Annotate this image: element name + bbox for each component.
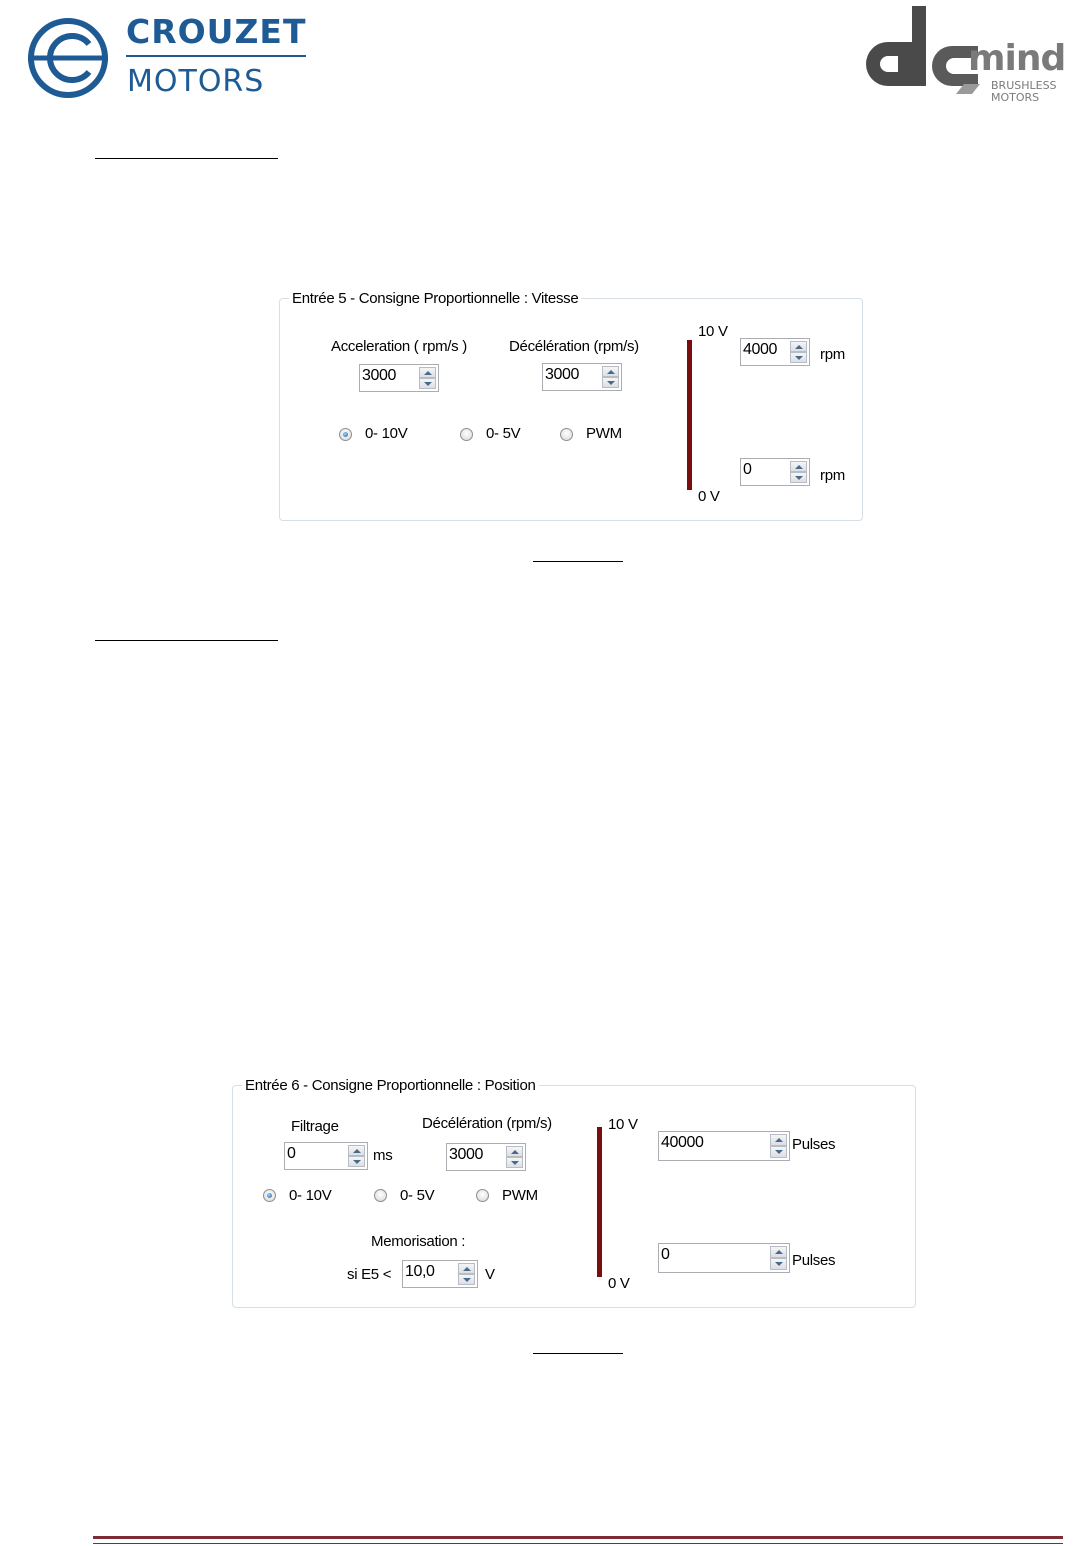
radio-label: 0- 10V bbox=[289, 1187, 332, 1204]
arrow-up-icon bbox=[795, 345, 803, 349]
arrow-up-icon bbox=[424, 371, 432, 375]
radio-label: 0- 5V bbox=[486, 425, 521, 442]
max-rpm-value: 4000 bbox=[743, 341, 777, 358]
spin-up-button[interactable] bbox=[419, 367, 436, 378]
max-pulses-unit: Pulses bbox=[792, 1136, 836, 1153]
scale-top-label: 10 V bbox=[608, 1116, 638, 1133]
arrow-down-icon bbox=[463, 1278, 471, 1282]
arrow-up-icon bbox=[775, 1138, 783, 1142]
min-rpm-value: 0 bbox=[743, 461, 752, 478]
deceleration-value: 3000 bbox=[449, 1146, 483, 1163]
acceleration-input[interactable] bbox=[359, 364, 439, 392]
spin-up-button[interactable] bbox=[602, 366, 619, 377]
footer-rule-thin bbox=[93, 1543, 1063, 1544]
spin-down-button[interactable] bbox=[348, 1156, 365, 1167]
dcmind-sub2: MOTORS bbox=[991, 91, 1040, 104]
max-rpm-input[interactable] bbox=[740, 338, 810, 366]
spin-down-button[interactable] bbox=[770, 1258, 787, 1270]
max-rpm-unit: rpm bbox=[820, 346, 845, 363]
memorisation-value: 10,0 bbox=[405, 1263, 435, 1280]
radio-pwm[interactable] bbox=[476, 1189, 489, 1202]
arrow-up-icon bbox=[795, 465, 803, 469]
arrow-down-icon bbox=[511, 1161, 519, 1165]
caption-underline bbox=[533, 561, 623, 562]
spin-up-button[interactable] bbox=[770, 1134, 787, 1146]
deceleration-label: Décélération (rpm/s) bbox=[509, 338, 639, 355]
arrow-down-icon bbox=[424, 382, 432, 386]
deceleration-label: Décélération (rpm/s) bbox=[422, 1115, 552, 1132]
max-pulses-value: 40000 bbox=[661, 1134, 704, 1151]
arrow-up-icon bbox=[775, 1250, 783, 1254]
filtrage-unit: ms bbox=[373, 1147, 393, 1164]
spin-up-button[interactable] bbox=[770, 1246, 787, 1258]
spin-down-button[interactable] bbox=[770, 1146, 787, 1158]
deceleration-input[interactable] bbox=[446, 1143, 526, 1171]
min-pulses-input[interactable] bbox=[658, 1243, 790, 1273]
filtrage-input[interactable] bbox=[284, 1142, 368, 1170]
crouzet-divider bbox=[126, 55, 306, 57]
spin-up-button[interactable] bbox=[348, 1145, 365, 1156]
dcmind-mark-text: mind bbox=[968, 38, 1066, 79]
spin-up-button[interactable] bbox=[790, 461, 807, 472]
memorisation-unit: V bbox=[485, 1266, 495, 1283]
filtrage-label: Filtrage bbox=[291, 1118, 339, 1135]
arrow-down-icon bbox=[795, 356, 803, 360]
radio-label: PWM bbox=[502, 1187, 538, 1204]
arrow-up-icon bbox=[607, 370, 615, 374]
min-rpm-unit: rpm bbox=[820, 467, 845, 484]
groupbox-title: Entrée 6 - Consigne Proportionnelle : Position bbox=[242, 1077, 539, 1094]
arrow-up-icon bbox=[353, 1149, 361, 1153]
spin-up-button[interactable] bbox=[790, 341, 807, 352]
deceleration-input[interactable] bbox=[542, 363, 622, 391]
caption-underline bbox=[533, 1353, 623, 1354]
spin-down-button[interactable] bbox=[419, 378, 436, 389]
max-pulses-input[interactable] bbox=[658, 1131, 790, 1161]
arrow-down-icon bbox=[775, 1150, 783, 1154]
min-pulses-value: 0 bbox=[661, 1246, 670, 1263]
dcmind-sub1: BRUSHLESS bbox=[991, 79, 1057, 92]
radio-label: PWM bbox=[586, 425, 622, 442]
arrow-up-icon bbox=[511, 1150, 519, 1154]
speed-setpoint-groupbox bbox=[279, 298, 863, 521]
crouzet-emblem-icon bbox=[26, 16, 110, 100]
spin-down-button[interactable] bbox=[790, 352, 807, 363]
radio-label: 0- 10V bbox=[365, 425, 408, 442]
crouzet-wordmark: CROUZET bbox=[126, 12, 307, 51]
radio-0-5v[interactable] bbox=[460, 428, 473, 441]
radio-pwm[interactable] bbox=[560, 428, 573, 441]
acceleration-label: Acceleration ( rpm/s ) bbox=[331, 338, 467, 355]
heading-underline bbox=[95, 640, 278, 641]
arrow-down-icon bbox=[775, 1262, 783, 1266]
min-rpm-input[interactable] bbox=[740, 458, 810, 486]
arrow-down-icon bbox=[353, 1160, 361, 1164]
radio-label: 0- 5V bbox=[400, 1187, 435, 1204]
arrow-down-icon bbox=[795, 476, 803, 480]
footer-rule bbox=[93, 1536, 1063, 1539]
min-pulses-unit: Pulses bbox=[792, 1252, 836, 1269]
radio-0-5v[interactable] bbox=[374, 1189, 387, 1202]
voltage-scale-bar bbox=[597, 1127, 602, 1277]
arrow-up-icon bbox=[463, 1267, 471, 1271]
spin-down-button[interactable] bbox=[458, 1274, 475, 1285]
radio-0-10v[interactable] bbox=[339, 428, 352, 441]
scale-bottom-label: 0 V bbox=[698, 488, 720, 505]
arrow-down-icon bbox=[607, 381, 615, 385]
spin-down-button[interactable] bbox=[602, 377, 619, 388]
filtrage-value: 0 bbox=[287, 1145, 296, 1162]
dcmind-logo bbox=[860, 2, 1078, 106]
memorisation-input[interactable] bbox=[402, 1260, 478, 1288]
memorisation-prefix: si E5 < bbox=[347, 1266, 392, 1283]
groupbox-title: Entrée 5 - Consigne Proportionnelle : Vitesse bbox=[289, 290, 581, 307]
spin-up-button[interactable] bbox=[506, 1146, 523, 1157]
scale-top-label: 10 V bbox=[698, 323, 728, 340]
spin-up-button[interactable] bbox=[458, 1263, 475, 1274]
scale-bottom-label: 0 V bbox=[608, 1275, 630, 1292]
memorisation-label: Memorisation : bbox=[371, 1233, 466, 1250]
radio-0-10v[interactable] bbox=[263, 1189, 276, 1202]
heading-underline bbox=[95, 158, 278, 159]
spin-down-button[interactable] bbox=[506, 1157, 523, 1168]
spin-down-button[interactable] bbox=[790, 472, 807, 483]
motors-wordmark: MOTORS bbox=[127, 64, 265, 99]
deceleration-value: 3000 bbox=[545, 366, 579, 383]
acceleration-value: 3000 bbox=[362, 367, 396, 384]
voltage-scale-bar bbox=[687, 340, 692, 490]
